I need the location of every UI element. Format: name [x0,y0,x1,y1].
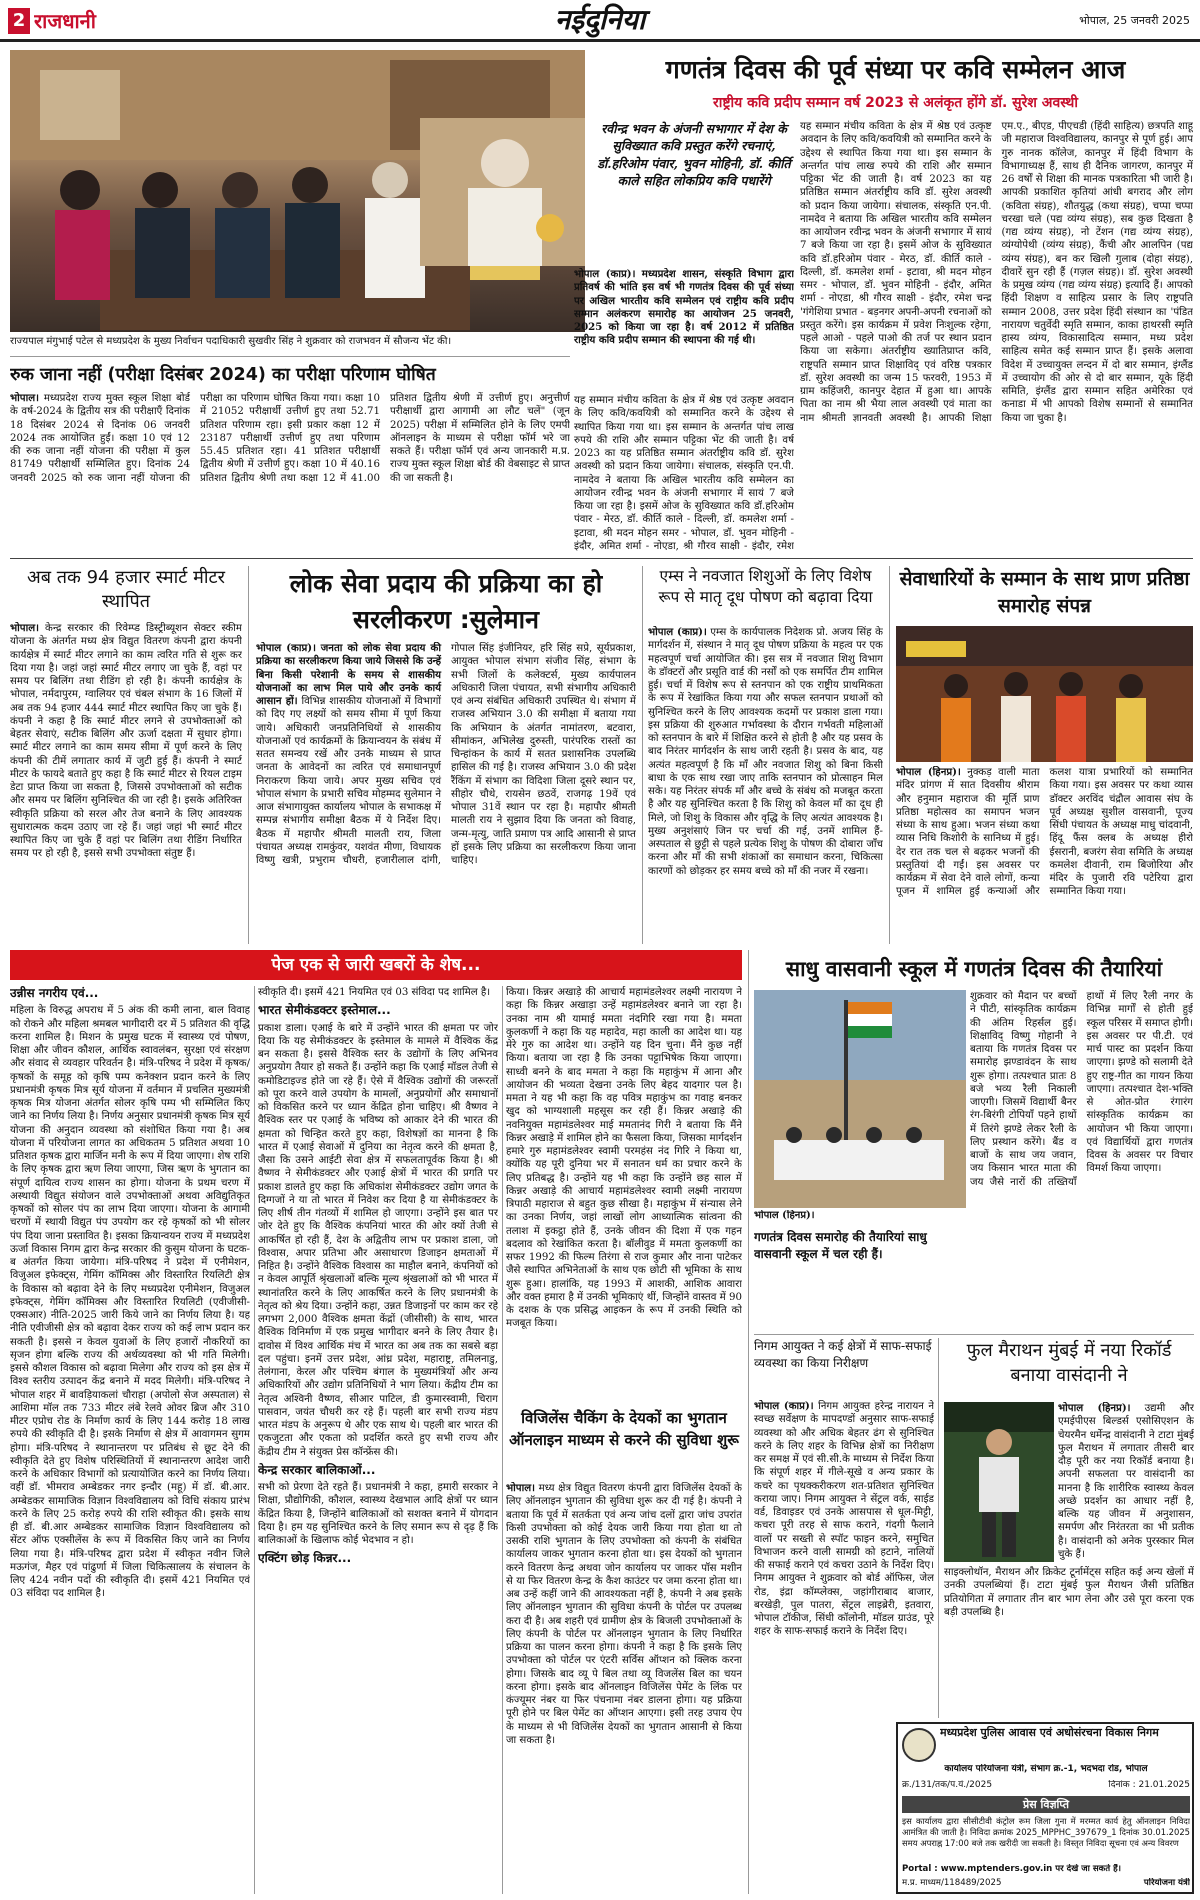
bijli-body [506,1482,742,1894]
section-name: राजधानी [34,9,96,33]
tender-date: दिनांक : 21.01.2025 [1108,1780,1190,1790]
bijli-text: मध्य क्षेत्र विद्युत वितरण कंपनी द्वारा विजिलेंस देयकों के लिए ऑनलाइन भुगतान की सुविधा शुरू कर दी गई है। कंपनी ने बताया कि पूर्व में सतर्कता एवं अन्य जांच दलों द्वारा जांच उपरांत किसी उपभोक्ता को कोई देयक जारी किया गया होता था तो उसकी राशि भुगतान के लिए उपभोक्ता को कंपनी के संबंधित कार्यालय जाकर भुगतान करना होता था। इस देयकों को भुगतान करने वितरण केन्द्र अथवा जोन कार्यालय पर जाकर पॉस मशीन से या फिर वितरण केन्द्र के कैश काउंटर पर जमा करना होता था। अब उन्हें कहीं जाने की आवश्यकता नहीं है, कंपनी ने अब इसके लिए ऑनलाइन भुगतान की सुविधा कंपनी के पोर्टल पर उपलब्ध करा दी है। अब शहरी एवं ग्रामीण क्षेत्र के बिजली उपभोक्ताओं के लिए कंपनी के पोर्टल पर ऑनलाइन भुगतान के लिए निर्धारित प्रक्रिया का पालन करना होगा। कंपनी ने कहा है कि इसके लिए उपभोक्ता को पोर्टल पर एंटरी सर्विस ऑप्शन को क्लिक करना होगा। जिसके बाद व्यू पे बिल तथा व्यू विजलेंस बिल का चयन करना होगा। इसके बाद ऑनलाइन विजिलेंस पेमेंट के लिंक पर कंज्यूमर नंबर या फिर पंचनामा नंबर डालना होगा। यह प्रक्रिया पूरी होने पर बिल पेमेंट का ऑप्शन आएगा। इसी तरह उपाय ऐप के माध्यम से भी विजिलेंस देयकों का भुगतान आसानी से किया जा सकता है। [506,1483,742,1746]
cont2-block [258,986,498,1894]
cont1-block [10,986,250,1894]
photo-caption: राज्यपाल मंगुभाई पटेल से मध्यप्रदेश के मुख्य निर्वाचन पदाधिकारी सुखवीर सिंह ने शुक्रवार को राजभवन में सौजन्य भेंट की। [10,336,452,347]
cont3-body: सभी को प्रेरणा देते रहते हैं। प्रधानमंत्री ने कहा, हमारी सरकार ने शिक्षा, प्रौद्योगिकी, कौशल, स्वास्थ्य देखभाल आदि क्षेत्रों पर ध्यान केंद्रित किया है, जिन्होंने बालिकाओं को सशक्त बनाने में योगदान दिया है। हम यह सुनिश्चित करने के लिए समान रूप से दृढ़ हैं कि बालिकाओं के खिलाफ कोई भेदभाव न हो। [258,1482,498,1547]
pran-photo [896,626,1193,762]
marathon-body [1058,1402,1194,1562]
cont4-body: किया। किन्नर अखाड़े की आचार्य महामंडलेश्वर लक्ष्मी नारायण ने कहा कि किन्नर अखाड़ा उन्हें महामंडलेश्वर बनाने जा रहा है। उनका नाम श्री यामाई ममता नंदगिरि रखा गया है। ममता कुलकर्णी ने कहा कि यह महादेव, महा काली का आदेश था। यह मेरे गुरु का आदेश था। उन्होंने यह दिन चुना। मैंने कुछ नहीं किया। बताया जा रहा है कि उनका पट्टाभिषेक किया जाएगा। साध्वी बनने के बाद ममता ने कहा कि महाकुंभ में आना और आयोजन की भव्यता देखना उनके लिए बेहद यादगार पल है। ममता ने यह भी कहा कि वह पवित्र महाकुंभ का गवाह बनकर खुद को भाग्यशाली महसूस कर रही हैं। किन्नर अखाड़े की नवनियुक्त महामंडलेश्वर माई ममतानंद गिरी ने बताया कि मैंने किन्नर अखाड़े में शामिल होने का फैसला किया, जिसका मार्गदर्शन हमारे गुरु महामंडलेश्वर स्वामी परमहंस नंद गिरि ने किया था, क्योंकि यह पूरी दुनिया भर में सनातन धर्म का प्रचार करने के लिए प्रतिबद्ध है। उन्होंने यह भी कहा कि उन्होंने छह साल में किन्नर अखाड़े की आचार्य महामंडलेश्वर स्वामी लक्ष्मी नारायण त्रिपाठी महाराज से बहुत कुछ सीखा है। महाकुंभ में संन्यास लेने का उनका निर्णय, जहां लाखों लोग आध्यात्मिक सांत्वना की तलाश में इकट्ठा होते हैं, उनके जीवन की दिशा में एक गहन बदलाव को रेखांकित करता है। बॉलीवुड में ममता कुलकर्णी का सफर 1992 की फिल्म तिरंगा से राज कुमार और नाना पाटेकर जैसे स्थापित अभिनेताओं के साथ एक छोटी सी भूमिका के साथ शुरू हुआ। हालांकि, यह 1993 में आशकी, आशिक आवारा और वक्त हमारा है में उनकी भूमिकाएं थीं, जिन्होंने वास्तव में 90 के दशक के एक प्रसिद्ध आइकन के रूप में उनकी स्थिति को मजबूत किया। [506,987,742,1330]
aiims-dateline: भोपाल (काप्र)। [648,626,707,638]
ceremony-illustration [896,626,1193,762]
lok-headline: लोक सेवा प्रदाय की प्रक्रिया का हो सरलीकरण :सुलेमान [289,569,603,634]
vaswani-photo [754,990,966,1208]
lok-body [256,642,636,944]
pran-body [896,766,1193,944]
marathon-caption: साइक्लोथॉन, मैराथन और क्रिकेट टूर्नामेंट्स सहित कई अन्य खेलों में उनकी उपलब्धियां हैं। टाटा मुंबई फुल मैराथन जैसी प्रतिष्ठित प्रतियोगिता में लगातार तीन बार भाग लेना और उसे पूरा करना एक बड़ी उपलब्धि है। [944,1567,1194,1618]
tender-notice [896,1722,1194,1894]
divider [748,950,749,1894]
meter-body [10,622,242,944]
marathon-text: उद्यमी और एमईपीएस बिल्डर्स एसोसिएशन के चेयरमैन धर्मेन्द्र वासंदानी ने टाटा मुंबई फुल मैराथन में लगातार तीसरी बार दौड़ पूरी कर नया रिकॉर्ड बनाया है। अपनी सफलता पर वासंदानी का मानना है कि शारीरिक स्वास्थ्य केवल अच्छे प्रदर्शन का आधार नहीं है, बल्कि यह जीवन में अनुशासन, समर्पण और निरंतरता का भी प्रतीक है। वासंदानी को अनेक पुरस्कार मिल चुके हैं। [1058,1403,1194,1560]
divider [10,558,1193,559]
cont1-headline: उन्नीस नगरीय एवं... [10,986,99,1000]
cont1-body: महिला के विरुद्ध अपराध में 5 अंक की कमी लाना, बाल विवाह को रोकने और महिला श्रमबल भागीदारी दर में 5 प्रतिशत की वृद्धि करना शामिल है। मिशन के प्रमुख घटक में स्वास्थ्य एवं पोषण, शिक्षा और जीवन कौशल, आर्थिक स्वावलंबन, सुरक्षा एवं संरक्षण और संवाद से व्यवहार परिवर्तन है। मंत्रि-परिषद ने प्रदेश में कृषक/कृषकों के समूह को कृषि पम्प कनेक्शन प्रदान करने के लिए प्रधानमंत्री कृषक मित्र सूर्य योजना में वर्तमान में प्रचलित मुख्यमंत्री कृषक मित्र योजना अंतर्गत सोलर कृषि पम्प भी सम्मिलित किए जाने का निर्णय लिया है। निर्णय अनुसार प्रधानमंत्री कृषक मित्र सूर्य योजना की अनुदान व्यवस्था को संशोधित किया गया है। अब योजना में परियोजना लागत का अधिकतम 5 प्रतिशत अथवा 10 प्रतिशत कृषक द्वारा मार्जिन मनी के रूप में दिया जाएगा। शेष राशि के लिए कृषक द्वारा ऋण लिया जाएगा, जिस ऋण के भुगतान का संपूर्ण दायित्व राज्य शासन का होगा। योजना के प्रथम चरण में अस्थायी विद्युत संयोजन वाले उपभोक्ताओं अथवा अविद्युतिकृत कृषकों को सोलर पंप का लाभ दिया जाएगा। योजना के आगामी चरणों में स्थायी विद्युत पंप उपयोग कर रहे कृषकों को भी सोलर पंप दिया जाना प्रस्तावित है। इसका क्रियान्वयन राज्य में मध्यप्रदेश ऊर्जा विकास निगम द्वारा केन्द्र सरकार की कुसुम योजना के घटक-ब अंतर्गत किया जायेगा। मंत्रि-परिषद ने प्रदेश में एनीमेशन, विजुअल इफेक्ट्स, गेमिंग कॉमिक्स और विस्तारित रियलिटी क्षेत्र के विकास को बढ़ावा देने के लिए मध्यप्रदेश एनीमेशन, विजुअल इफेक्ट्स, गेमिंग कॉमिक्स और विस्तारित रियलिटी (एवीजीसी-एक्सआर) नीति-2025 जारी किये जाने का निर्णय लिया है। यह नीति एवीजीसी क्षेत्र को बढ़ावा देकर राज्य को कई लाभ प्रदान कर सकती है। इससे न केवल युवाओं के लिए हजारों नौकरियों का सृजन होगा बल्कि राज्य की अर्थव्यवस्था को भी गति मिलेगी। इससे कौशल विकास को बढ़ावा मिलेगा और राज्य को इस क्षेत्र में विश्व स्तरीय उत्पादन केंद्र बनाने में मदद मिलेगी। मंत्रि-परिषद ने भोपाल शहर में बावड़ियाकलां चौराहा (अपोलो सेज अस्पताल) से आशिमा मॉल तक 733 मीटर लंबे रेलवे ओवर ब्रिज और 310 मीटर एप्रोच रोड के निर्माण कार्य के लिए 144 करोड़ 18 लाख रुपये की स्वीकृति दी है। इसके निर्माण से क्षेत्र में आवागमन सुगम होगा। मंत्रि-परिषद ने स्थानान्तरण पर प्रतिबंध से छूट देने की स्वीकृति देते हुए विशेष परिस्थितियों में स्थानान्तरण आदेश जारी करने के अधिकार विभागों को प्रत्यायोजित करने का निर्णय लिया। वहीं डॉ. भीमराव अम्बेडकर नगर इन्दौर (महू) में डॉ. बी.आर. अम्बेडकर सामाजिक विज्ञान विश्वविद्यालय को विधि संकाय प्रारंभ करने के लिए 25 करोड़ रुपये की राशि स्वीकृत की। इसके साथ ही डॉ. बी.आर अम्बेडकर सामाजिक विज्ञान विश्वविद्यालय को सेंटर ऑफ एक्सीलेंस के रूप में विकसित किए जाने का निर्णय लिया गया है। मंत्रि-परिषद द्वारा प्रदेश में स्वीकृत नवीन जिले मऊगंज, मैहर एवं पांढुर्णा में जिला चिकित्सालय के संचालन के लिए 424 नवीन पदों की स्वीकृति दी। इसमें 421 नियमित एवं 03 संविदा पद शामिल है। [10,1005,250,1600]
lok-lead: जनता को लोक सेवा प्रदाय की प्रक्रिया का सरलीकरण किया जाये जिससे कि उन्हें बिना किसी परेशानी के समय से शासकीय योजनाओं का लाभ मिल पाये और उनके कार्य आसान हों। [256,642,441,707]
divider [938,1338,939,1718]
dateline: भोपाल, 25 जनवरी 2025 [1079,14,1190,27]
kavi-portrait-illustration [420,118,585,266]
cont3-headline: केन्द्र सरकार बालिकाओं... [258,1462,376,1477]
kavi-pullquote: रवीन्द्र भवन के अंजनी सभागार में देश के सुविख्यात कवि प्रस्तुत करेंगे रचनाएं, डॉ.हरिओम पंवार, भुवन मोहिनी, डॉ. कीर्ति काले सहित लोकप्रिय कवि पधारेंगे [597,121,791,188]
marathon-photo [944,1402,1054,1562]
lok-text: विभिन्न शासकीय योजनाओं में विभागों को दिए गए लक्ष्यों को समय सीमा में पूर्ण किया जाये। अधिकारी जनप्रतिनिधियों से शासकीय योजनाओं एवं कार्यक्रमों के क्रियान्वयन के संबंध में सतत समन्वय रखें और उनके माध्यम से प्राप्त जनता के आवेदनों का त्वरित एवं समाधानपूर्ण निराकरण किया जाये। अपर मुख्य सचिव एवं भोपाल संभाग के प्रभारी सचिव मोहम्मद सुलेमान ने आज संभागायुक्त कार्यालय भोपाल के सभाकक्ष में सम्पन्न संभागीय समीक्षा बैठक में ये निर्देश दिए। बैठक में महापौर श्रीमती मालती राय, जिला पंचायत अध्यक्ष रामकुंवर, यशवंत मीणा, विधायक विष्णु खत्री, प्रभुराम चौधरी, हजारीलाल दांगी, गोपाल सिंह इंजीनियर, हरि सिंह सप्रे, सूर्यप्रकाश, आयुक्त भोपाल संभाग संजीव सिंह, संभाग के सभी जिलों के कलेक्टर्स, मुख्य कार्यपालन अधिकारी जिला पंचायत, सभी संभागीय अधिकारी एवं अन्य संबंधित अधिकारी उपस्थित थे। संभाग में राजस्व अभियान 3.0 की समीक्षा में बताया गया कि अभियान के अंतर्गत नामांतरण, बटवारा, सीमांकन, अभिलेख दुरुस्ती, पारंपरिक रास्तों का चिन्हांकन के कार्य में सतत प्रशासनिक उपलब्धि हासिल की गई है। राजस्व अभियान 3.0 की प्रदेश रैंकिंग में संभाग का विदिशा जिला दूसरे स्थान पर, सीहोर चौथे, रायसेन छठवें, राजगढ़ 19वें एवं भोपाल 31वें स्थान पर रहा है। महापौर श्रीमती मालती राय ने सुझाव दिया कि जनता को विवाह, जन्म-मृत्यु, जाति प्रमाण पत्र आदि आसानी से प्राप्त हों इसके लिए प्रक्रिया का सरलीकरण किया जाना चाहिए। [256,643,636,866]
meter-text: केन्द्र सरकार की रिवेम्प्ड डिस्ट्रीब्यूशन सेक्टर स्कीम योजना के अंतर्गत मध्य क्षेत्र विद्युत वितरण कंपनी द्वारा कंपनी कार्यक्षेत्र में स्मार्ट मीटर लगाने का काम त्वरित गति से शुरू कर दिया गया है। जहां जहां स्मार्ट मीटर लगाए जा चुके हैं, वहां पर समय पर बिलिंग तथा रीडिंग हो रही है। कंपनी कार्यक्षेत्र के भोपाल, नर्मदापुरम, ग्वालियर एवं चंबल संभाग के 16 जिलों में अब तक 94 हजार 444 स्मार्ट मीटर स्थापित किए जा चुके हैं। कंपनी ने कहा है कि स्मार्ट मीटर लगने से उपभोक्ताओं को बेहतर सेवाएं, सटीक बिलिंग और ऊर्जा दक्षता में सुधार होगा। स्मार्ट मीटर लगाने का काम समय सीमा में पूर्ण करने के लिए कंपनी की टीमें लगातार कार्य में जुटी हुई हैं। कंपनी ने स्मार्ट मीटर के फायदे बताते हुए कहा है कि स्मार्ट मीटर से रियल टाइम डेटा प्राप्त किया जा सकता है, जिससे उपभोक्ताओं को सटीक और समय पर बिलिंग सुनिश्चित की जा रही है। इसके अतिरिक्त स्वीकृति प्रक्रिया को सरल और तेज बनाने के लिए आवश्यक सुधारात्मक कदम उठाए जा रहे हैं। जहां जहां भी स्मार्ट मीटर स्थापित किए जा चुके हैं वहां पर बिलिंग तथा रीडिंग निर्धारित समय पर हो रही है, इससे सभी उपभोक्ता संतुष्ट हैं। [10,623,242,860]
kavi-lead: मध्यप्रदेश शासन, संस्कृति विभाग द्वारा प्रतिवर्ष की भांति इस वर्ष भी गणतंत्र दिवस की पूर्व संध्या पर अखिल भारतीय कवि सम्मेलन एवं राष्ट्रीय कवि प्रदीप सम्मान अलंकरण समारोह का आयोजन 25 जनवरी, 2025 को किया जा रहा है। वर्ष 2012 में प्रतिष्ठित राष्ट्रीय कवि प्रदीप सम्मान की स्थापना की गई थी। [574,268,794,347]
cont2-body: प्रकाश डाला। एआई के बारे में उन्होंने भारत की क्षमता पर जोर दिया कि यह सेमीकंडक्टर के इस्तेमाल के मामले में वैश्विक केंद्र बन सकता है। इससे वैश्विक स्तर के उद्योगों के लिए अभिनव अनुप्रयोग तैयार हो सकते हैं। उन्होंने कहा कि एआई मॉडल तेजी से कमोडिटाइज्ड होते जा रहे हैं। ऐसे में वैश्विक उद्योगों की जरूरतों को पूरा करने वाले उपयोग के मामलों, अनुप्रयोगों और समाधानों को विकसित करने पर ध्यान केंद्रित होना चाहिए। श्री वैष्णव ने वैश्विक स्तर पर एआई के भविष्य को आकार देने की भारत की क्षमता को चिन्हित करते हुए कहा, विशेषज्ञों का मानना है कि भारत में एआई सेवाओं में दुनिया का नेतृत्व करने की क्षमता है, जैसा कि उसने आईटी सेवा क्षेत्र में सफलतापूर्वक किया है। श्री वैष्णव ने सेमीकंडक्टर और एआई क्षेत्रों में भारत की प्रगति पर प्रकाश डालते हुए कहा कि अधिकांश सेमीकंडक्टर उद्योग जगत के दिग्गजों ने या तो भारत में निवेश कर दिया है या सेमीकंडक्टर के लिए शीर्ष तीन गंतव्यों में शामिल हो जाएगा। उन्होंने इस बात पर जोर देते हुए कि वैश्विक कंपनियां भारत की ओर क्यों तेजी से आकर्षित हो रही हैं, देश के अद्वितीय लाभ पर प्रकाश डाला, जो विश्वास, अपार प्रतिभा और असाधारण डिजाइन क्षमताओं में निहित है। उन्होंने वैश्विक विश्वास का माहौल बनाने, कंपनियों को न केवल आपूर्ति श्रृंखलाओं बल्कि मूल्य श्रृंखलाओं को भी भारत में स्थानांतरित करने के लिए आकर्षित करने के लिए प्रधानमंत्री के नेतृत्व को श्रेय दिया। उन्होंने कहा, उन्नत डिजाइनों पर काम कर रहे लगभग 2,000 वैश्विक क्षमता केंद्रों (जीसीसी) के साथ, भारत वैश्विक विनिर्माण में एक प्रमुख भागीदार बनने के लिए तैयार है। दावोस में विश्व आर्थिक मंच में भारत का अब तक का सबसे बड़ा दल पहुंचा। इनमें उत्तर प्रदेश, आंध्र प्रदेश, महाराष्ट्र, तमिलनाडु, तेलंगाना, केरल और पश्चिम बंगाल के मुख्यमंत्रियों और अन्य अधिकारियों और उद्योग प्रतिनिधियों ने भाग लिया। केंद्रीय टीम का नेतृत्व अश्विनी वैष्णव, सीआर पाटिल, डी कुमारस्वामी, चिराग पासवान, जयंत चौधरी कर रहे हैं। पहली बार सभी राज्य मंडप भारत मंडप के अनुरूप थे और एक साथ थे। पहली बार भारत की एकजुटता और एकता को प्रदर्शित करते हुए सभी राज्य और केंद्रीय टीम ने संयुक्त प्रेस कॉन्फ्रेंस की। [258,1022,498,1458]
runner-illustration [944,1402,1054,1562]
divider [889,566,890,944]
divider [248,566,249,944]
vaswani-dateline: भोपाल (हिनप्र)। [754,1210,815,1221]
tender-footer-left: म.प्र. माध्यम/118489/2025 [902,1878,1002,1888]
kavi-body: यह सम्मान मंचीय कविता के क्षेत्र में श्रेष्ठ एवं उत्कृष्ट अवदान के लिए कवि/कवयित्री को सम्मानित करने के उद्देश्य से स्थापित किया गया था। इस सम्मान के अन्तर्गत पांच लाख रुपये की राशि और सम्मान पट्टिका भेंट की जाती है। वर्ष 2023 का यह प्रतिष्ठित सम्मान अंतर्राष्ट्रीय कवि डॉ. सुरेश अवस्थी को प्रदान किया जायेगा। संचालक, संस्कृति एन.पी. नामदेव ने बताया कि अखिल भारतीय कवि सम्मेलन का आयोजन रवीन्द्र भवन के अंजनी सभागार में सायं 7 बजे किया जा रहा है। इसमें ओज के सुविख्यात कवि डॉ.हरिओम पंवार - मेरठ, डॉ. कीर्ति काले - दिल्ली, डॉ. कमलेश शर्मा - इटावा, श्री मदन मोहन समर - भोपाल, डॉ. भुवन मोहिनी - इंदौर, अमित शर्मा - नोएडा, श्री गौरव साक्षी - इंदौर, रमेश चन्द्र 'गंगेशिया प्रभात - बड़नगर अपनी-अपनी रचनाओं को प्रस्तुत करेंगे। इस कार्यक्रम में प्रवेश निःशुल्क रहेगा, पहले आओ - पहले पाओ की तर्ज पर स्थान प्रदान किया जा सकेगा। अंतर्राष्ट्रीय ख्यातिप्राप्त कवि, राष्ट्रपति सम्मान प्राप्त शिक्षाविद् एवं वरिष्ठ पत्रकार डॉ. सुरेश अवस्थी का जन्म 15 फरवरी, 1953 में ग्राम कहिंजरी, कानपुर देहात में हुआ था। आपके पिता का नाम श्री भैया लाल अवस्थी एवं माता का नाम श्रीमती ज्ञानवती अवस्थी है। आपकी शिक्षा एम.ए., बीएड, पीएचडी (हिंदी साहित्य) छत्रपति शाहू जी महाराज विश्वविद्यालय, कानपुर से पूर्ण हुई। आप गुरु नानक कॉलेज, कानपुर में हिंदी विभाग के विभागाध्यक्ष हैं, साथ ही दैनिक जागरण, कानपुर में 26 वर्षों से शिक्षा की मानक पत्रकारिता भी जारी है। आपकी प्रकाशित कृतियां आंधी बगराद और लोग (कविता संग्रह), शौतयुद्ध (कथा संग्रह), चप्पा चप्पा चरखा चले (पद्य व्यंग्य संग्रह), सब कुछ दिखता है (गद्य व्यंग्य संग्रह), नो टेंशन (गद्य व्यंग्य संग्रह), व्यंग्योपेथी (व्यंग्य संग्रह), कैंची और आलपिन (पद्य व्यंग्य संग्रह), बन कर खिलौ गुलाब (दोहा संग्रह), दीवारें सुन रही हैं (गज़ल संग्रह)। डॉ. सुरेश अवस्थी के प्रमुख व्यंग्य (गद्य व्यंग्य संग्रह) इत्यादि हैं। आपको हिंदी शिक्षण व साहित्य प्रसार के लिए राष्ट्रपति सम्मान 2008, उत्तर प्रदेश हिंदी संस्थान का 'पंडित नारायण चतुर्वेदी स्मृति सम्मान, काका हाथरसी स्मृति हास्य व्यंग्य, विकासादित्य सम्मान, मध्य प्रदेश साहित्य समेत कई सम्मान प्राप्त हैं। इसके अलावा विदेश में उच्चायुक्त लन्दन में दो बार सम्मान, इंग्लैंड में उच्चायोग की ओर से दो बार सम्मान, यूके हिंदी समिति, इंग्लैंड द्वारा सम्मान सहित अमेरिका एवं कनाडा में भी आपको विशेष सम्मानों से सम्मानित किया जा चुका है। [800,121,1193,424]
page-header [0,0,1200,42]
police-emblem-icon [902,1728,936,1762]
masthead-logo: नईदुनिया [554,3,646,36]
nigam-text: निगम आयुक्त हरेन्द्र नारायन ने स्वच्छ सर्वेक्षण के मापदण्डों अनुसार साफ-सफाई व्यवस्था को और अधिक बेहतर ढंग से सुनिश्चित करने के लिए शहर के विभिन्न क्षेत्रों का निरीक्षण कर समक्ष में एवं सी.सी.के माध्यम से निर्देश किया कि संपूर्ण शहर में गीले-सूखे व अन्य प्रकार के कचरे का पृथक्करीकरण शत-प्रतिशत सुनिश्चित कराया जाए। निगम आयुक्त ने सेंट्रल वर्क, साईड वर्ड, डिवाइडर एवं उनके आसपास से धूल-मिट्टी, कचरा पूरी तरह से साफ कराने, गंदगी फैलाने वालों पर सख्ती से स्पॉट फाइन करने, समुचित विभाजन करने वाली सामग्री को हटाने, नालियों की सफाई कराने एवं कचरा उठाने के निर्देश दिए। निगम आयुक्त ने शुक्रवार को बोर्ड ऑफिस, जेल रोड, इंद्रा कॉम्प्लेक्स, जहांगीराबाद बाजार, बरखेड़ी, पुल पातरा, सेंट्रल लाइब्रेरी, इतवारा, भोपाल टॉकीज, सिंधी कॉलोनी, मॉडल ग्राउंड, पूरे शहर के साफ-सफाई कराने के निर्देश दिए। [754,1401,934,1638]
kavi-photo [420,118,585,266]
cont4-headline: एक्टिंग छोड़ किन्नर... [258,1551,352,1566]
page-number: 2 [8,8,30,34]
school-parade-illustration [754,990,966,1208]
marathon-dateline: भोपाल (हिनप्र)। [1058,1402,1131,1414]
tender-ref: क्र./131/तक/प.यं./2025 [902,1780,993,1790]
divider [254,986,255,1894]
vaswani-caption-headline: गणतंत्र दिवस समारोह की तैयारियां साधु वासवानी स्कूल में चल रही हैं। [754,1229,927,1261]
vaswani-caption-block [754,1210,966,1330]
kavi-lead-block [574,268,794,394]
tender-body: इस कार्यालय द्वारा सीसीटीवी कंट्रोल रूम जिला गुना में मरम्मत कार्य हेतु ऑनलाइन निविदा आमंत्रित की जाती है। निविदा क्रमांक 2025_MPPHC_397679_1 दिनांक 30.01.2025 समय अपराह्न 17:00 बजे तक खरीदी जा सकती है। विस्तृत निविदा सूचना एवं अन्य विवरण [902,1816,1190,1848]
bijli-dateline: भोपाल। [506,1482,535,1494]
tender-title: प्रेस विज्ञप्ति [902,1796,1190,1813]
aiims-headline: एम्स ने नवजात शिशुओं के लिए विशेष रूप से मातृ दूध पोषण को बढ़ावा दिया [658,567,873,606]
kavi-body-first: यह सम्मान मंचीय कविता के क्षेत्र में श्रेष्ठ एवं उत्कृष्ट अवदान के लिए कवि/कवयित्री को सम्मानित करने के उद्देश्य से स्थापित किया गया था। इस सम्मान के अन्तर्गत पांच लाख रुपये की राशि और सम्मान पट्टिका भेंट की जाती है। वर्ष 2023 का यह प्रतिष्ठित सम्मान अंतर्राष्ट्रीय कवि डॉ. सुरेश अवस्थी को प्रदान किया जायेगा। संचालक, संस्कृति एन.पी. नामदेव ने बताया कि अखिल भारतीय कवि सम्मेलन का आयोजन रवीन्द्र भवन के अंजनी सभागार में सायं 7 बजे किया जा रहा है। इसमें ओज के सुविख्यात कवि डॉ.हरिओम पंवार - मेरठ, डॉ. कीर्ति काले - दिल्ली, डॉ. कमलेश शर्मा - इटावा, श्री मदन मोहन समर - भोपाल, डॉ. भुवन मोहिनी - इंदौर, अमित शर्मा - नोएडा, श्री गौरव साक्षी - इंदौर, रमेश [574,395,794,552]
bijli-headline: विजिलेंस चैकिंग के देयकों का भुगतान ऑनलाइन माध्यम से करने की सुविधा शुरू [509,1409,739,1449]
tender-office: कार्यालय परियोजना यंत्री, संभाग क्र.-1, भदभदा रोड, भोपाल [944,1764,1148,1774]
marathon-headline: फुल मैराथन मुंबई में नया रिकॉर्ड बनाया वासंदानी ने [966,1340,1172,1387]
divider [502,986,503,1894]
pran-dateline: भोपाल (हिनप्र)। [896,766,961,778]
vaswani-body: शुक्रवार को मैदान पर बच्चों ने पीटी, सांस्कृतिक कार्यक्रम की अंतिम रिहर्सल हुई। शिक्षाविद् विष्णु गोहानी ने बताया कि गणतंत्र दिवस पर समारोह झण्डावंदन के साथ शुरू होगा। तत्पश्चात प्रातः 8 बजे भव्य रैली निकाली जाएगी। जिसमें विद्यार्थी बैनर रंग-बिरंगी टोपियाँ पहने हाथों में तिरंगे झण्डे लेकर रैली के लिए प्रस्थान करेंगे। बैंड व बाजों के साथ जय जवान, जय किसान भारत माता की जय जैसे नारों की तख्तियाँ हाथों में लिए रैली नगर के विभिन्न मार्गों से होती हुई स्कूल परिसर में समाप्त होगी। इस अवसर पर पी.टी. एवं मार्च पास्ट का प्रदर्शन किया जाएगा। झण्डे को सलामी देते हुए राष्ट्र-गीत का गायन किया जाएगा। तत्पश्चात देश-भक्ति से ओत-प्रोत रंगारंग सांस्कृतिक कार्यक्रम का आयोजन भी किया जाएगा। एवं विद्यार्थियों द्वारा गणतंत्र दिवस के अवसर पर विचार विमर्श किया जाएगा। [970,991,1193,1188]
divider [642,566,643,944]
aiims-text: एम्स के कार्यपालक निदेशक प्रो. अजय सिंह के मार्गदर्शन में, संस्थान ने मातृ दूध पोषण प्रक्रिया के महत्व पर एक महत्वपूर्ण चर्चा आयोजित की। इस सत्र में नवजात शिशु विभाग के डॉक्टरों और प्रसूति वार्ड की नर्सों को एक समर्पित टीम शामिल हुई। चर्चा में विशेष रूप से स्तनपान को एक राष्ट्रीय प्राथमिकता के रूप में रेखांकित किया गया और सफल स्तनपान प्रथाओं को सुनिश्चित करने के लिए आवश्यक कदमों पर प्रकाश डाला गया। इस प्रक्रिया की शुरुआत गर्भावस्था के दौरान गर्भवती महिलाओं को स्तनपान के बारे में शिक्षित करने से होती है और यह प्रसव के बाद निरंतर मार्गदर्शन के साथ जारी रहती है। प्रसव के बाद, यह अत्यंत महत्वपूर्ण है कि माँ और नवजात शिशु को बिना किसी बाधा के एक साथ रखा जाए ताकि स्तनपान को प्रोत्साहन मिल सके। यह निरंतर संपर्क माँ और बच्चे के संबंध को मजबूत करता है और यह सुनिश्चित करता है कि शिशु को केवल माँ का दूध ही मिले, जो शिशु के विकास और वृद्धि के लिए अत्यंत आवश्यक है। मुख्य अनुशंसाएं जिन पर चर्चा की गई, उनमें शामिल हैं- अस्पताल से छुट्टी से पहले प्रत्येक शिशु के पोषण की दोबारा जाँच करना और माँ की सभी शंकाओं का समाधान करना, चिकित्सा कारणों को छोड़कर हर समय बच्चे को माँ की नजर में रखना। [648,627,883,877]
tender-footer-right: परियोजना यंत्री [1143,1878,1190,1888]
pran-text: नुक्कड़ वाली माता मंदिर प्रांगण में सात दिवसीय श्रीराम और हनुमान महाराज की मूर्ति प्राण प्रतिष्ठा महोत्सव का समापन भजन संध्या के साथ हुआ। भजन संध्या कथा व्यास निधि किशोरी के सानिध्य में हुई। देर रात तक चल से बढ़कर भजनों की प्रस्तुतियां दी गईं। इस अवसर पर कार्यक्रम में सेवा देने वाले लोगों, कन्या पूजन में शामिल हुई कन्याओं और कलश यात्रा प्रभारियों को सम्मानित किया गया। इस अवसर पर कथा व्यास डॉक्टर अरविंद चंद्रौल आवास संघ के पूर्व अध्यक्ष सुशील वासवानी, पूज्य सिंधी पंचायत के अध्यक्ष माधु चांदवानी, हिंदू फैंस क्लब के अध्यक्ष हीरो ईसरानी, बजरंग सेवा समिति के अध्यक्ष कमलेश दीवानी, राम बिजोरिया और मंदिर के पुजारी रवि पटेरिया द्वारा सम्मानित किया गया। [896,767,1193,898]
vaswani-headline: साधु वासवानी स्कूल में गणतंत्र दिवस की तैयारियां [785,957,1163,981]
tender-portal: Portal : www.mptenders.gov.in पर देखे जा सकते हैं। [902,1864,1121,1874]
exam-dateline: भोपाल। [10,392,39,404]
divider [754,1334,1194,1335]
exam-body [10,392,570,552]
meter-headline: अब तक 94 हजार स्मार्ट मीटर स्थापित [27,567,225,613]
nigam-body [754,1400,934,1720]
kavi-headline: गणतंत्र दिवस की पूर्व संध्या पर कवि सम्मेलन आज [665,55,1126,84]
exam-headline: रुक जाना नहीं (परीक्षा दिसंबर 2024) का परीक्षा परिणाम घोषित [10,365,436,385]
aiims-body [648,626,883,944]
nigam-dateline: भोपाल (काप्र)। [754,1400,814,1412]
cont1-tail: स्वीकृति दी। इसमें 421 नियमित एवं 03 संविदा पद शामिल है। [258,987,491,998]
tender-org: मध्यप्रदेश पुलिस आवास एवं अधोसंरचना विकास निगम [940,1726,1159,1739]
kavi-dateline: भोपाल (काप्र)। [574,268,636,280]
meter-dateline: भोपाल। [10,622,39,634]
lok-dateline: भोपाल (काप्र)। [256,642,316,654]
exam-text: मध्यप्रदेश राज्य मुक्त स्कूल शिक्षा बोर्ड के वर्ष-2024 के द्वितीय सत्र की परीक्षाएँ दिनांक 18 दिसंबर 2024 से दिनांक 06 जनवरी 2024 तक आयोजित हुईं। कक्षा 10 एवं 12 की रुक जाना नहीं योजना की परीक्षा में कुल 81749 परीक्षार्थी सम्मिलित हुए। दिनांक 24 जनवरी 2025 को रुक जाना नहीं योजना की परीक्षा का परिणाम घोषित किया गया। कक्षा 10 में 21052 परीक्षार्थी उत्तीर्ण हुए तथा 52.71 प्रतिशत परिणाम रहा। इसी प्रकार कक्षा 12 में 23187 परीक्षार्थी उत्तीर्ण हुए तथा परिणाम 55.45 प्रतिशत रहा। 41 प्रतिशत परीक्षार्थी द्वितीय श्रेणी में उत्तीर्ण हुए। कक्षा 10 में 40.16 प्रतिशत द्वितीय श्रेणी तथा कक्षा 12 में 41.00 प्रतिशत द्वितीय श्रेणी में उत्तीर्ण हुए। अनुत्तीर्ण परीक्षार्थी द्वारा आगामी आ लौट चलें" (जून 2025) परीक्षा में सम्मिलित होने के लिए एमपी ऑनलाइन के माध्यम से परीक्षा फॉर्म भरे जा सकते हैं। परीक्षा फॉर्म एवं अन्य जानकारी म.प्र. राज्य मुक्त स्कूल शिक्षा बोर्ड की वेबसाइट से प्राप्त की जा सकती है। [10,393,570,484]
nigam-headline: निगम आयुक्त ने कई क्षेत्रों में साफ-सफाई व्यवस्था का किया निरीक्षण [754,1339,932,1370]
continued-news-banner: पेज एक से जारी खबरों के शेष... [10,950,742,980]
pran-headline: सेवाधारियों के सम्मान के साथ प्राण प्रतिष्ठा समारोह संपन्न [899,568,1190,617]
kavi-subhead: राष्ट्रीय कवि प्रदीप सम्मान वर्ष 2023 से अलंकृत होंगे डॉ. सुरेश अवस्थी [713,95,1078,111]
divider [10,356,570,357]
cont2-headline: भारत सेमीकंडक्टर इस्तेमाल... [258,1003,391,1018]
